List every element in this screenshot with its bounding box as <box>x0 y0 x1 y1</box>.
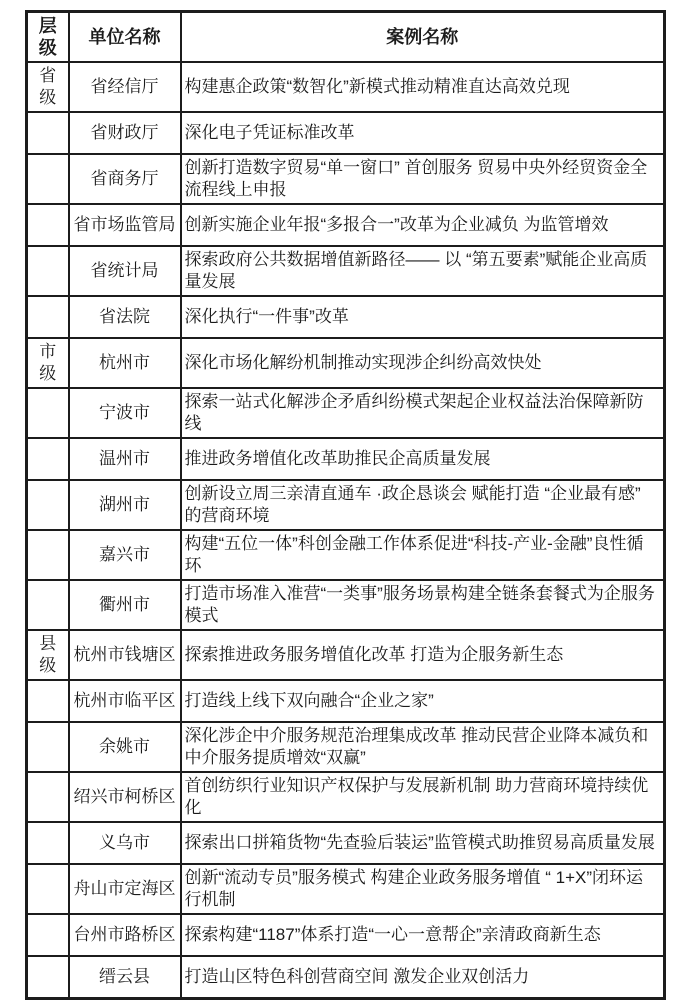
case-cell: 构建惠企政策“数智化”新模式推动精准直达高效兑现 <box>181 62 665 112</box>
table-row <box>27 388 665 438</box>
table-row <box>27 204 665 246</box>
table-row <box>27 680 665 722</box>
case-cell: 打造山区特色科创营商空间 激发企业双创活力 <box>181 956 665 999</box>
level-cell <box>27 112 69 154</box>
case-cell: 探索推进政务服务增值化改革 打造为企服务新生态 <box>181 630 665 680</box>
case-cell: 深化执行“一件事”改革 <box>181 296 665 338</box>
table-row <box>27 956 665 999</box>
case-cell: 打造线上线下双向融合“企业之家” <box>181 680 665 722</box>
header-case: 案例名称 <box>181 12 665 63</box>
case-cell: 创新实施企业年报“多报合一”改革为企业减负 为监管增效 <box>181 204 665 246</box>
unit-cell: 义乌市 <box>69 822 181 864</box>
level-cell: 县级 <box>27 630 69 680</box>
case-cell: 探索构建“1187”体系打造“一心一意帮企”亲清政商新生态 <box>181 914 665 956</box>
unit-cell: 宁波市 <box>69 388 181 438</box>
header-level: 层级 <box>27 12 69 63</box>
header-unit: 单位名称 <box>69 12 181 63</box>
unit-cell: 余姚市 <box>69 722 181 772</box>
case-cell: 构建“五位一体”科创金融工作体系促进“科技-产业-金融”良性循环 <box>181 530 665 580</box>
case-cell: 首创纺织行业知识产权保护与发展新机制 助力营商环境持续优化 <box>181 772 665 822</box>
level-cell <box>27 772 69 822</box>
level-cell <box>27 480 69 530</box>
table-row <box>27 296 665 338</box>
table-row <box>27 772 665 822</box>
unit-cell: 舟山市定海区 <box>69 864 181 914</box>
unit-cell: 嘉兴市 <box>69 530 181 580</box>
level-cell <box>27 822 69 864</box>
case-cell: 深化市场化解纷机制推动实现涉企纠纷高效快处 <box>181 338 665 388</box>
header-row <box>27 12 665 63</box>
level-cell <box>27 204 69 246</box>
case-cell: 探索出口拼箱货物“先查验后装运”监管模式助推贸易高质量发展 <box>181 822 665 864</box>
level-cell <box>27 580 69 630</box>
level-cell <box>27 388 69 438</box>
case-cell: 深化电子凭证标准改革 <box>181 112 665 154</box>
table-row <box>27 722 665 772</box>
case-cell: 创新设立周三亲清直通车 ·政企恳谈会 赋能打造 “企业最有感” 的营商环境 <box>181 480 665 530</box>
level-cell <box>27 246 69 296</box>
unit-cell: 省法院 <box>69 296 181 338</box>
table-row <box>27 480 665 530</box>
unit-cell: 省经信厅 <box>69 62 181 112</box>
unit-cell: 杭州市 <box>69 338 181 388</box>
cases-table <box>25 10 666 1000</box>
case-cell: 探索政府公共数据增值新路径—— 以 “第五要素”赋能企业高质量发展 <box>181 246 665 296</box>
level-cell <box>27 956 69 999</box>
level-cell <box>27 680 69 722</box>
level-cell <box>27 864 69 914</box>
table-row <box>27 864 665 914</box>
case-cell: 创新打造数字贸易“单一窗口” 首创服务 贸易中央外经贸资金全流程线上申报 <box>181 154 665 204</box>
table-row <box>27 438 665 480</box>
table-body <box>27 62 665 999</box>
unit-cell: 绍兴市柯桥区 <box>69 772 181 822</box>
table-row <box>27 914 665 956</box>
level-cell <box>27 530 69 580</box>
level-cell <box>27 914 69 956</box>
unit-cell: 杭州市钱塘区 <box>69 630 181 680</box>
table-row <box>27 822 665 864</box>
table-row <box>27 112 665 154</box>
table-row <box>27 530 665 580</box>
unit-cell: 省财政厅 <box>69 112 181 154</box>
unit-cell: 省商务厅 <box>69 154 181 204</box>
unit-cell: 省统计局 <box>69 246 181 296</box>
table-row <box>27 630 665 680</box>
unit-cell: 湖州市 <box>69 480 181 530</box>
level-cell <box>27 154 69 204</box>
table-row <box>27 338 665 388</box>
case-cell: 深化涉企中介服务规范治理集成改革 推动民营企业降本减负和中介服务提质增效“双赢” <box>181 722 665 772</box>
level-cell <box>27 438 69 480</box>
unit-cell: 温州市 <box>69 438 181 480</box>
table-row <box>27 246 665 296</box>
unit-cell: 台州市路桥区 <box>69 914 181 956</box>
unit-cell: 省市场监管局 <box>69 204 181 246</box>
level-cell: 省级 <box>27 62 69 112</box>
table-row <box>27 154 665 204</box>
case-cell: 探索一站式化解涉企矛盾纠纷模式架起企业权益法治保障新防线 <box>181 388 665 438</box>
unit-cell: 杭州市临平区 <box>69 680 181 722</box>
table-header <box>27 12 665 63</box>
level-cell <box>27 722 69 772</box>
table-row <box>27 62 665 112</box>
case-cell: 创新“流动专员”服务模式 构建企业政务服务增值 “ 1+X”闭环运行机制 <box>181 864 665 914</box>
unit-cell: 衢州市 <box>69 580 181 630</box>
unit-cell: 缙云县 <box>69 956 181 999</box>
case-cell: 推进政务增值化改革助推民企高质量发展 <box>181 438 665 480</box>
level-cell <box>27 296 69 338</box>
case-cell: 打造市场准入准营“一类事”服务场景构建全链条套餐式为企服务模式 <box>181 580 665 630</box>
level-cell: 市级 <box>27 338 69 388</box>
table-row <box>27 580 665 630</box>
